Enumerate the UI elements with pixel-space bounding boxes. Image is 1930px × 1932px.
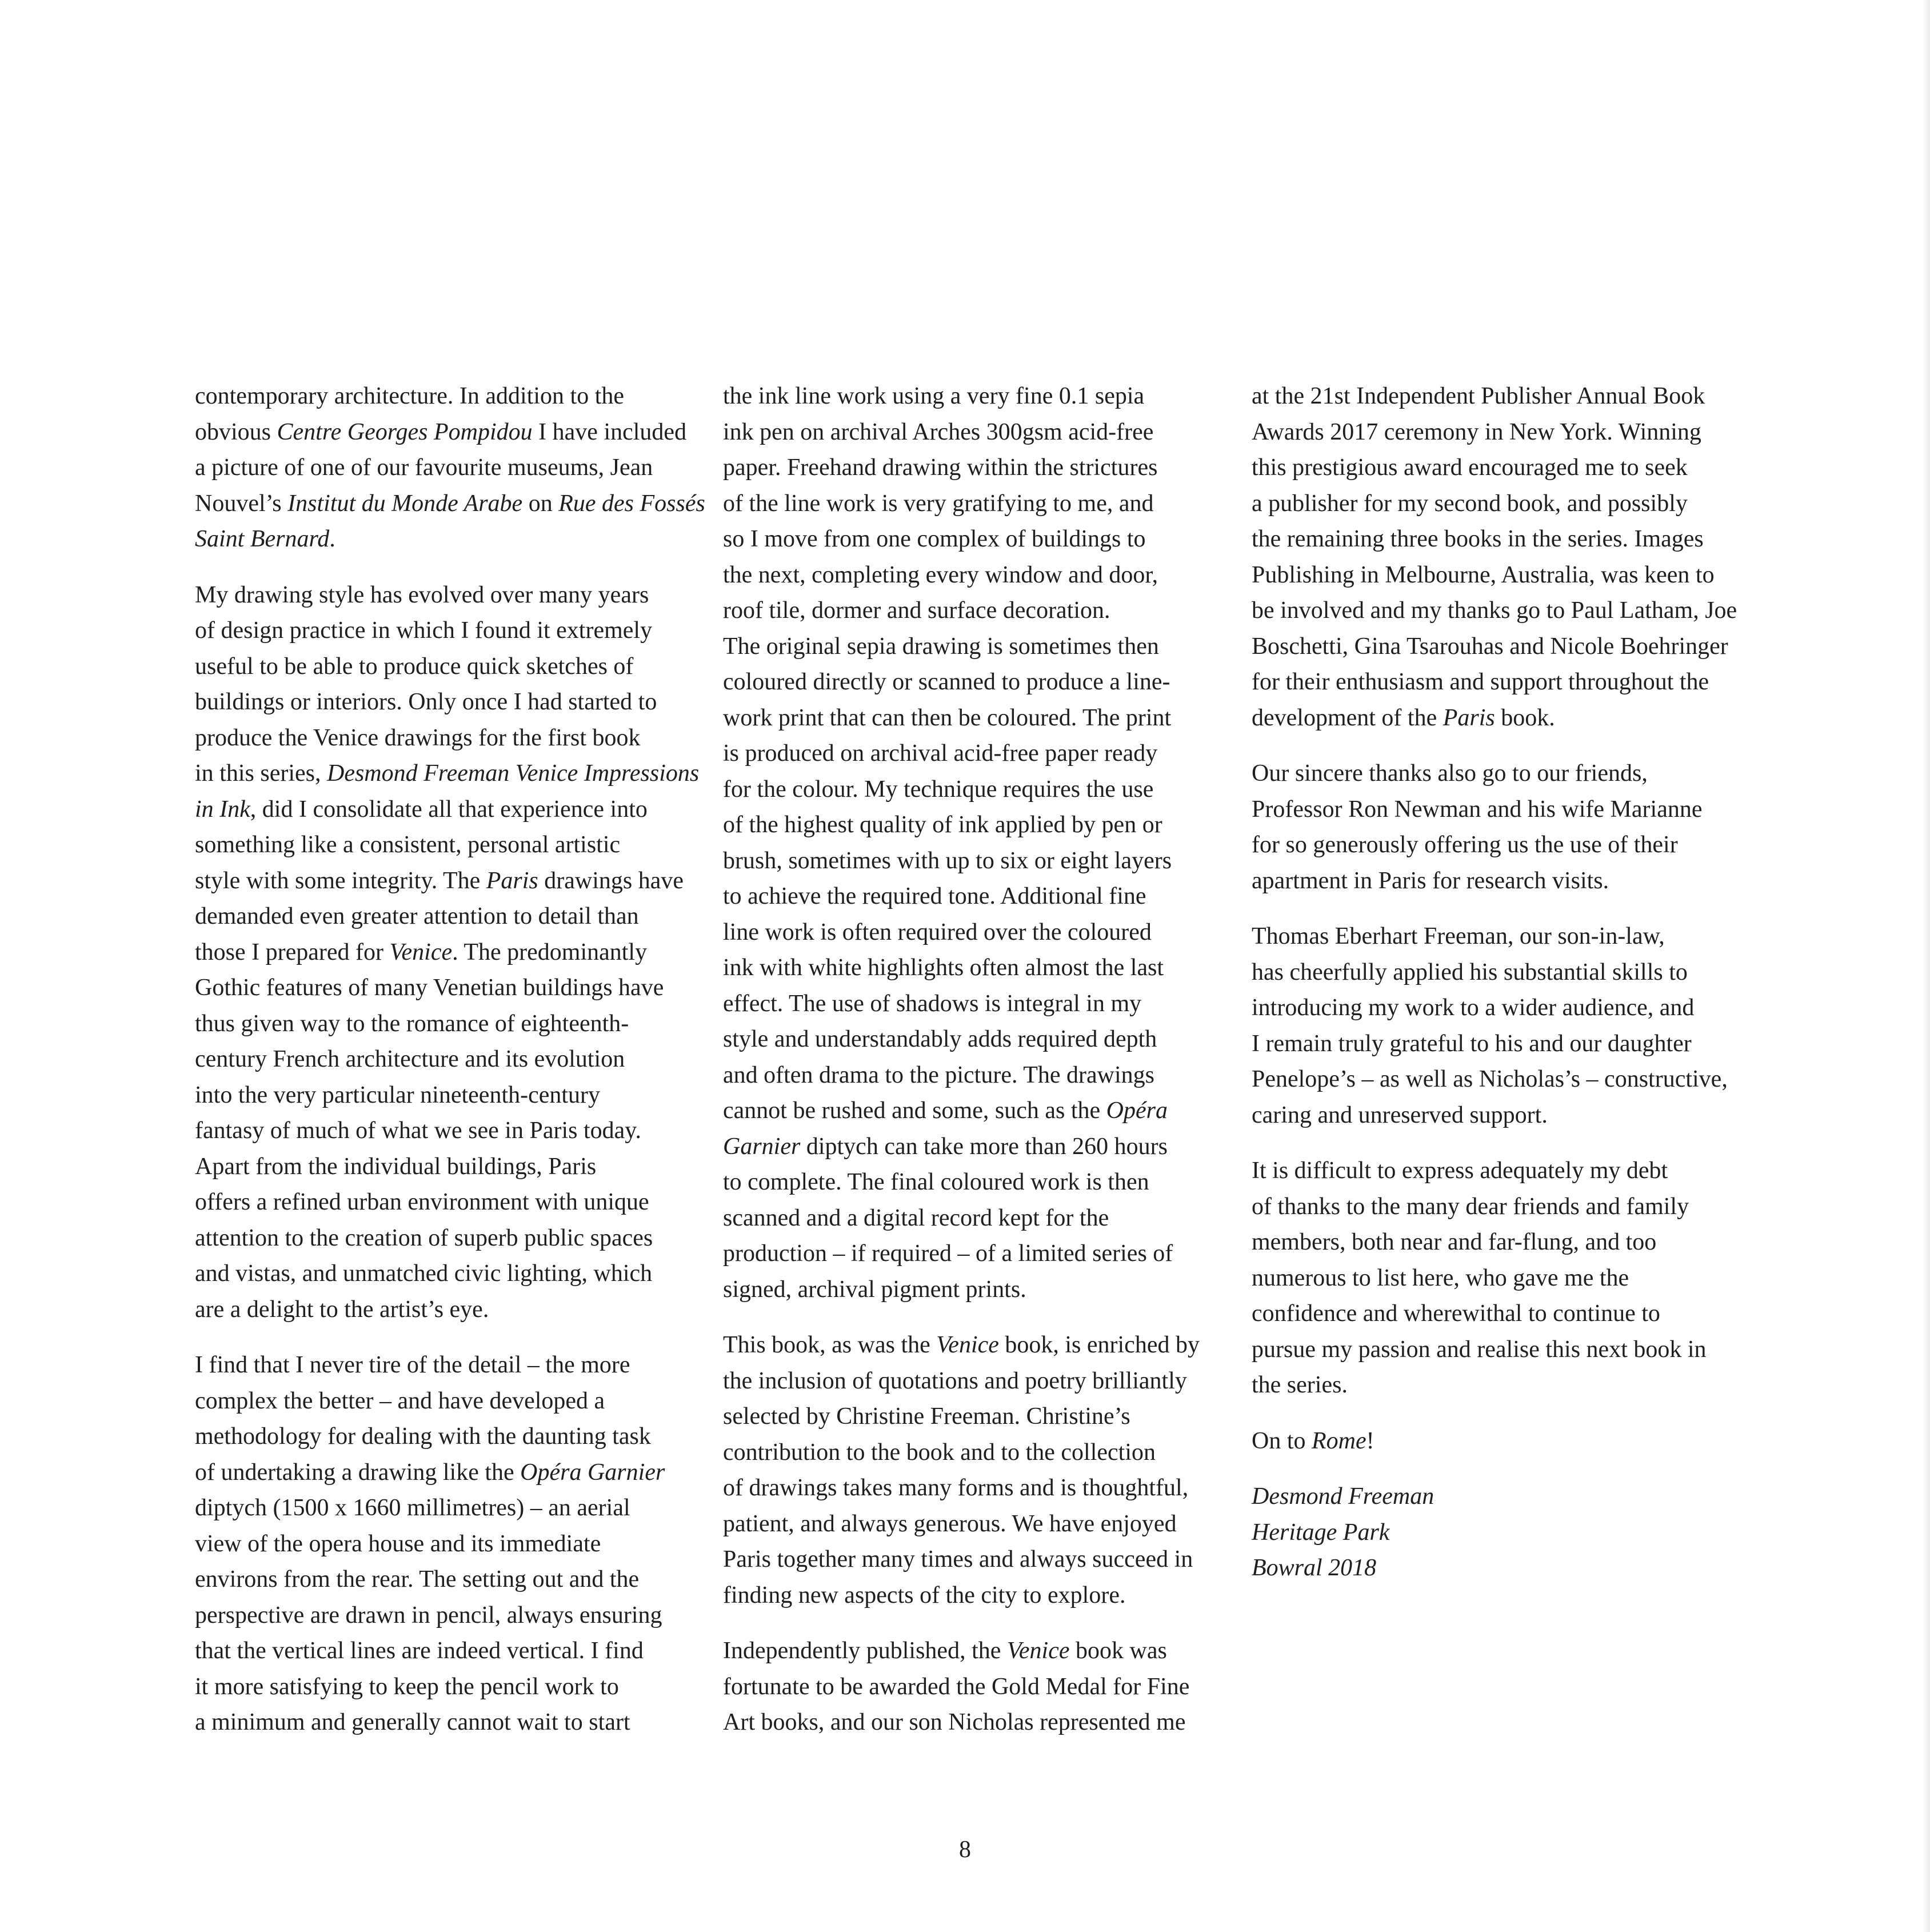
text-line: [1252, 664, 1772, 700]
text-line: [195, 414, 715, 450]
text-line: [195, 720, 715, 756]
paragraph: [723, 1633, 1243, 1741]
text-line: [1252, 1479, 1772, 1515]
text-run: Independently published, the: [723, 1638, 1007, 1664]
text-line: [1252, 1026, 1772, 1062]
text-run: in this series,: [195, 760, 327, 787]
text-line: [195, 792, 715, 828]
italic-text: Garnier: [723, 1133, 801, 1160]
text-run: so I move from one complex of buildings to: [723, 526, 1146, 552]
text-run: fantasy of much of what we see in Paris today.: [195, 1117, 642, 1144]
text-run: Apart from the individual buildings, Paris: [195, 1153, 597, 1180]
text-line: [195, 486, 715, 522]
paragraph: [1252, 1423, 1772, 1459]
text-run: scanned and a digital record kept for the: [723, 1204, 1109, 1231]
text-run: confidence and wherewithal to continue to: [1252, 1300, 1660, 1327]
text-line: [723, 593, 1243, 629]
italic-text: Venice: [389, 939, 453, 965]
italic-text: Opéra Garnier: [520, 1459, 665, 1486]
text-run: methodology for dealing with the daunting task: [195, 1423, 651, 1450]
text-line: [195, 1041, 715, 1077]
text-run: Bowral 2018: [1252, 1555, 1377, 1581]
text-line: [723, 486, 1243, 522]
text-run: I find that I never tire of the detail – the more: [195, 1352, 630, 1378]
text-run: Awards 2017 ceremony in New York. Winning: [1252, 418, 1701, 445]
text-run: environs from the rear. The setting out and the: [195, 1566, 640, 1592]
text-run: a picture of one of our favourite museums, Jean: [195, 454, 653, 481]
text-line: [195, 1220, 715, 1256]
text-line: [195, 756, 715, 792]
page-edge-shadow: [1922, 0, 1930, 1932]
text-line: [1252, 1189, 1772, 1225]
text-run: development of the: [1252, 704, 1443, 731]
text-run: obvious: [195, 418, 277, 445]
text-line: [723, 1363, 1243, 1399]
text-run: work print that can then be coloured. The print: [723, 704, 1172, 731]
text-line: [1252, 1224, 1772, 1260]
text-line: [1252, 629, 1772, 665]
text-line: [195, 450, 715, 486]
text-run: of design practice in which I found it extremely: [195, 617, 653, 644]
text-column-1: [195, 378, 715, 1761]
text-run: thus given way to the romance of eighteenth-: [195, 1010, 629, 1037]
text-line: [723, 1578, 1243, 1614]
text-run: the ink line work using a very fine 0.1 sepia: [723, 383, 1145, 409]
text-run: I have included: [532, 418, 687, 445]
text-run: style and understandably adds required depth: [723, 1026, 1157, 1052]
text-line: [1252, 1550, 1772, 1586]
text-run: apartment in Paris for research visits.: [1252, 867, 1609, 894]
text-line: [723, 1669, 1243, 1705]
text-run: Penelope’s – as well as Nicholas’s – constructive,: [1252, 1066, 1728, 1092]
signature-block: [1252, 1479, 1772, 1586]
text-run: the inclusion of quotations and poetry brilliantly: [723, 1367, 1187, 1394]
italic-text: Opéra: [1106, 1097, 1168, 1124]
paragraph: [195, 1347, 715, 1741]
text-run: numerous to list here, who gave me the: [1252, 1264, 1629, 1291]
text-line: [723, 1129, 1243, 1165]
text-line: [1252, 593, 1772, 629]
text-column-2: [723, 378, 1243, 1761]
text-line: [195, 1006, 715, 1042]
text-line: [1252, 756, 1772, 792]
text-line: [723, 772, 1243, 808]
text-run: those I prepared for: [195, 939, 390, 965]
text-line: [1252, 414, 1772, 450]
text-run: ink with white highlights often almost the last: [723, 955, 1164, 981]
text-run: Boschetti, Gina Tsarouhas and Nicole Boehringer: [1252, 633, 1728, 660]
text-run: buildings or interiors. Only once I had started to: [195, 689, 657, 715]
text-line: [723, 1542, 1243, 1578]
text-line: [723, 1236, 1243, 1272]
italic-text: Institut du Monde Arabe: [287, 490, 523, 517]
paragraph: [195, 378, 715, 557]
text-line: [1252, 700, 1772, 736]
text-line: [195, 1455, 715, 1491]
text-run: the remaining three books in the series. Images: [1252, 526, 1704, 552]
text-run: useful to be able to produce quick sketches of: [195, 653, 634, 680]
text-run: Thomas Eberhart Freeman, our son-in-law,: [1252, 923, 1665, 949]
italic-text: in Ink: [195, 796, 250, 823]
text-run: book was: [1069, 1638, 1167, 1664]
text-line: [723, 1272, 1243, 1308]
text-line: [723, 915, 1243, 951]
text-line: [723, 1021, 1243, 1057]
text-line: [195, 1184, 715, 1220]
text-run: this prestigious award encouraged me to seek: [1252, 454, 1688, 481]
text-run: Our sincere thanks also go to our friends,: [1252, 760, 1648, 787]
text-line: [723, 450, 1243, 486]
paragraph: [1252, 378, 1772, 736]
text-run: complex the better – and have developed a: [195, 1387, 605, 1414]
text-line: [195, 1347, 715, 1383]
text-line: [195, 935, 715, 971]
text-run: patient, and always generous. We have enjoyed: [723, 1510, 1177, 1537]
text-line: [723, 414, 1243, 450]
text-line: [723, 1327, 1243, 1363]
text-line: [195, 649, 715, 685]
paragraph: [1252, 919, 1772, 1133]
text-line: [195, 1526, 715, 1562]
text-line: [195, 1633, 715, 1669]
text-run: into the very particular nineteenth-century: [195, 1081, 601, 1108]
paragraph: [723, 1327, 1243, 1613]
paragraph: [195, 577, 715, 1328]
text-run: signed, archival pigment prints.: [723, 1276, 1026, 1303]
text-line: [195, 1256, 715, 1292]
text-line: [723, 879, 1243, 915]
text-run: I remain truly grateful to his and our daughter: [1252, 1030, 1692, 1057]
text-column-3: [1252, 378, 1772, 1606]
text-line: [1252, 1332, 1772, 1368]
text-line: [723, 1093, 1243, 1129]
text-line: [195, 1077, 715, 1113]
text-line: [1252, 1260, 1772, 1296]
italic-text: Desmond Freeman Venice Impressions: [326, 760, 700, 787]
text-line: [1252, 919, 1772, 955]
text-line: [723, 1164, 1243, 1200]
text-line: [195, 1669, 715, 1705]
text-run: . The predominantly: [452, 939, 648, 965]
text-run: of thanks to the many dear friends and family: [1252, 1193, 1689, 1220]
text-line: [723, 1705, 1243, 1741]
text-run: My drawing style has evolved over many years: [195, 581, 649, 608]
text-run: pursue my passion and realise this next book in: [1252, 1336, 1707, 1363]
text-run: of drawings takes many forms and is thoughtful,: [723, 1475, 1189, 1501]
text-line: [195, 684, 715, 720]
text-run: Art books, and our son Nicholas represented me: [723, 1709, 1186, 1735]
text-run: ink pen on archival Arches 300gsm acid-free: [723, 418, 1154, 445]
text-run: brush, sometimes with up to six or eight layers: [723, 847, 1172, 874]
text-run: On to: [1252, 1427, 1312, 1454]
text-run: book.: [1495, 704, 1555, 731]
text-run: introducing my work to a wider audience, and: [1252, 995, 1695, 1021]
text-run: has cheerfully applied his substantial skills to: [1252, 959, 1688, 985]
italic-text: Rue des Fossés: [558, 490, 705, 517]
text-run: it more satisfying to keep the pencil work to: [195, 1673, 619, 1700]
text-run: and often drama to the picture. The drawings: [723, 1061, 1154, 1088]
text-line: [195, 1705, 715, 1741]
text-line: [723, 1470, 1243, 1506]
paragraph: [1252, 756, 1772, 899]
text-line: [195, 1292, 715, 1328]
italic-text: Rome: [1312, 1427, 1366, 1454]
italic-text: Venice: [936, 1332, 999, 1358]
text-run: fortunate to be awarded the Gold Medal for Fine: [723, 1673, 1190, 1700]
text-run: roof tile, dormer and surface decoration.: [723, 597, 1110, 624]
text-line: [195, 863, 715, 899]
text-line: [1252, 378, 1772, 414]
text-line: [195, 1113, 715, 1149]
text-line: [195, 970, 715, 1006]
text-line: [195, 1383, 715, 1419]
text-run: caring and unreserved support.: [1252, 1101, 1548, 1128]
text-run: selected by Christine Freeman. Christine’s: [723, 1403, 1130, 1430]
text-line: [195, 613, 715, 649]
text-line: [723, 1435, 1243, 1471]
text-line: [195, 577, 715, 613]
text-run: the series.: [1252, 1372, 1348, 1398]
text-line: [1252, 955, 1772, 991]
text-run: cannot be rushed and some, such as the: [723, 1097, 1106, 1124]
text-line: [195, 1598, 715, 1634]
text-line: [723, 736, 1243, 772]
text-line: [723, 986, 1243, 1022]
italic-text: Saint Bernard: [195, 526, 330, 552]
text-run: a publisher for my second book, and possibly: [1252, 490, 1688, 517]
text-line: [723, 1057, 1243, 1093]
text-run: is produced on archival acid-free paper ready: [723, 740, 1158, 767]
italic-text: Venice: [1006, 1638, 1070, 1664]
text-run: contribution to the book and to the collection: [723, 1439, 1156, 1466]
text-run: Nouvel’s: [195, 490, 288, 517]
text-line: [723, 521, 1243, 557]
text-line: [195, 1149, 715, 1185]
text-run: Professor Ron Newman and his wife Marianne: [1252, 796, 1703, 823]
text-line: [1252, 792, 1772, 828]
text-run: the next, completing every window and door,: [723, 561, 1158, 588]
text-line: [1252, 990, 1772, 1026]
text-run: of undertaking a drawing like the: [195, 1459, 521, 1486]
text-run: Gothic features of many Venetian buildings have: [195, 975, 664, 1001]
text-run: book, is enriched by: [998, 1332, 1200, 1358]
text-line: [195, 378, 715, 414]
text-line: [723, 1506, 1243, 1542]
text-run: contemporary architecture. In addition to the: [195, 383, 625, 409]
text-run: effect. The use of shadows is integral in my: [723, 990, 1142, 1017]
text-run: demanded even greater attention to detail than: [195, 903, 639, 929]
paragraph: [1252, 1153, 1772, 1403]
text-run: something like a consistent, personal artistic: [195, 832, 621, 858]
text-line: [195, 521, 715, 557]
text-line: [1252, 1097, 1772, 1133]
text-run: !: [1366, 1427, 1374, 1454]
text-line: [1252, 1515, 1772, 1551]
text-line: [195, 899, 715, 935]
text-run: diptych can take more than 260 hours: [800, 1133, 1168, 1160]
page-number: 8: [959, 1837, 971, 1863]
text-line: [723, 664, 1243, 700]
text-run: at the 21st Independent Publisher Annual Book: [1252, 383, 1705, 409]
text-run: .: [329, 526, 335, 552]
text-line: [195, 1562, 715, 1598]
text-line: [723, 807, 1243, 843]
text-run: Paris together many times and always succeed in: [723, 1546, 1193, 1572]
text-run: production – if required – of a limited series of: [723, 1240, 1173, 1267]
text-line: [1252, 1423, 1772, 1459]
text-run: century French architecture and its evolution: [195, 1046, 625, 1072]
text-line: [723, 1200, 1243, 1236]
text-run: for their enthusiasm and support throughout the: [1252, 669, 1709, 695]
text-run: drawings have: [538, 867, 684, 894]
italic-text: Paris: [1442, 704, 1495, 731]
text-run: Desmond Freeman: [1252, 1483, 1434, 1510]
text-run: The original sepia drawing is sometimes then: [723, 633, 1159, 660]
text-line: [1252, 557, 1772, 593]
text-line: [1252, 1061, 1772, 1097]
text-run: Heritage Park: [1252, 1519, 1390, 1546]
text-run: on: [522, 490, 559, 517]
text-run: Publishing in Melbourne, Australia, was keen to: [1252, 561, 1715, 588]
text-line: [195, 1419, 715, 1455]
text-run: diptych (1500 x 1660 millimetres) – an aerial: [195, 1495, 630, 1521]
text-run: paper. Freehand drawing within the strictures: [723, 454, 1158, 481]
text-line: [723, 557, 1243, 593]
text-line: [723, 950, 1243, 986]
text-line: [195, 827, 715, 863]
text-run: line work is often required over the coloured: [723, 919, 1152, 945]
text-run: of the highest quality of ink applied by pen or: [723, 812, 1162, 838]
text-run: perspective are drawn in pencil, always ensuring: [195, 1602, 662, 1628]
text-run: produce the Venice drawings for the first book: [195, 724, 641, 751]
text-run: for so generously offering us the use of their: [1252, 832, 1678, 858]
text-run: members, both near and far-flung, and too: [1252, 1229, 1657, 1255]
text-line: [723, 1399, 1243, 1435]
text-run: and vistas, and unmatched civic lighting, which: [195, 1260, 653, 1287]
text-line: [1252, 486, 1772, 522]
text-run: to achieve the required tone. Additional fine: [723, 883, 1146, 909]
text-run: This book, as was the: [723, 1332, 937, 1358]
text-line: [1252, 863, 1772, 899]
text-line: [195, 1490, 715, 1526]
text-line: [723, 378, 1243, 414]
text-run: for the colour. My technique requires the use: [723, 776, 1154, 803]
text-line: [1252, 450, 1772, 486]
text-run: to complete. The final coloured work is then: [723, 1169, 1149, 1195]
text-run: are a delight to the artist’s eye.: [195, 1296, 489, 1323]
italic-text: Paris: [486, 867, 538, 894]
text-run: style with some integrity. The: [195, 867, 486, 894]
text-line: [1252, 1367, 1772, 1403]
text-line: [723, 843, 1243, 879]
text-run: attention to the creation of superb public spaces: [195, 1224, 653, 1251]
text-line: [1252, 827, 1772, 863]
text-line: [723, 700, 1243, 736]
text-run: , did I consolidate all that experience into: [250, 796, 648, 823]
italic-text: Centre Georges Pompidou: [277, 418, 533, 445]
text-run: finding new aspects of the city to explore.: [723, 1582, 1126, 1608]
text-run: It is difficult to express adequately my debt: [1252, 1157, 1668, 1184]
text-run: that the vertical lines are indeed vertical. I find: [195, 1638, 644, 1664]
text-line: [723, 1633, 1243, 1669]
text-run: a minimum and generally cannot wait to start: [195, 1709, 630, 1735]
text-run: view of the opera house and its immediate: [195, 1530, 601, 1557]
text-line: [723, 629, 1243, 665]
paragraph: [723, 378, 1243, 1307]
text-run: coloured directly or scanned to produce a line-: [723, 669, 1170, 695]
text-line: [1252, 1153, 1772, 1189]
text-line: [1252, 521, 1772, 557]
text-run: offers a refined urban environment with unique: [195, 1189, 649, 1215]
text-run: be involved and my thanks go to Paul Latham, Joe: [1252, 597, 1737, 624]
text-run: of the line work is very gratifying to me, and: [723, 490, 1154, 517]
text-line: [1252, 1296, 1772, 1332]
